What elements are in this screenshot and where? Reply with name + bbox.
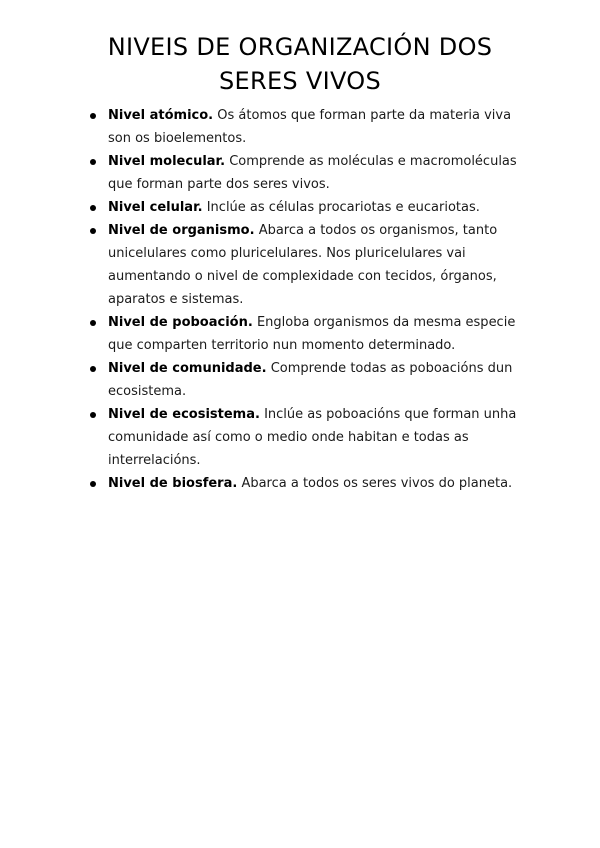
bullet-icon xyxy=(90,113,96,119)
item-text: Abarca a todos os organismos, tanto unicelulares como pluricelulares. Nos pluricelulares vai aumentando o nivel de complexidade con tecidos, órganos, aparatos e sistemas. xyxy=(108,223,498,307)
item-text: Comprende todas as poboacións dun ecosistema. xyxy=(108,361,513,399)
item-term: Nivel molecular. xyxy=(108,154,226,169)
item-term: Nivel de comunidade. xyxy=(108,361,267,376)
page-title xyxy=(60,30,540,98)
item-term: Nivel de poboación. xyxy=(108,315,253,330)
bullet-icon xyxy=(90,320,96,326)
item-text: Os átomos que forman parte da materia viva son os bioelementos. xyxy=(108,108,512,146)
title-line-1: NIVEIS DE ORGANIZACIÓN DOS xyxy=(107,33,493,61)
list-item xyxy=(86,104,534,150)
item-text: Inclúe as poboacións que forman unha comunidade así como o medio onde habitan e todas as interrelacións. xyxy=(108,407,517,468)
list-item xyxy=(86,311,534,357)
list-item xyxy=(86,196,534,219)
item-term: Nivel de ecosistema. xyxy=(108,407,260,422)
list-item xyxy=(86,403,534,472)
list-item xyxy=(86,472,534,495)
bullet-icon xyxy=(90,412,96,418)
item-term: Nivel celular. xyxy=(108,200,203,215)
item-text: Abarca a todos os seres vivos do planeta. xyxy=(241,476,513,491)
bullet-icon xyxy=(90,228,96,234)
item-term: Nivel de organismo. xyxy=(108,223,255,238)
item-text: Comprende as moléculas e macromoléculas que forman parte dos seres vivos. xyxy=(108,154,517,192)
list-item xyxy=(86,219,534,311)
item-text: Engloba organismos da mesma especie que comparten territorio nun momento determinado. xyxy=(108,315,516,353)
bullet-icon xyxy=(90,205,96,211)
item-term: Nivel de biosfera. xyxy=(108,476,238,491)
bullet-icon xyxy=(90,481,96,487)
levels-list xyxy=(86,104,534,495)
list-item xyxy=(86,357,534,403)
bullet-icon xyxy=(90,159,96,165)
item-text: Inclúe as células procariotas e eucariotas. xyxy=(206,200,480,215)
title-line-2: SERES VIVOS xyxy=(218,67,382,95)
list-item xyxy=(86,150,534,196)
bullet-icon xyxy=(90,366,96,372)
item-term: Nivel atómico. xyxy=(108,108,214,123)
